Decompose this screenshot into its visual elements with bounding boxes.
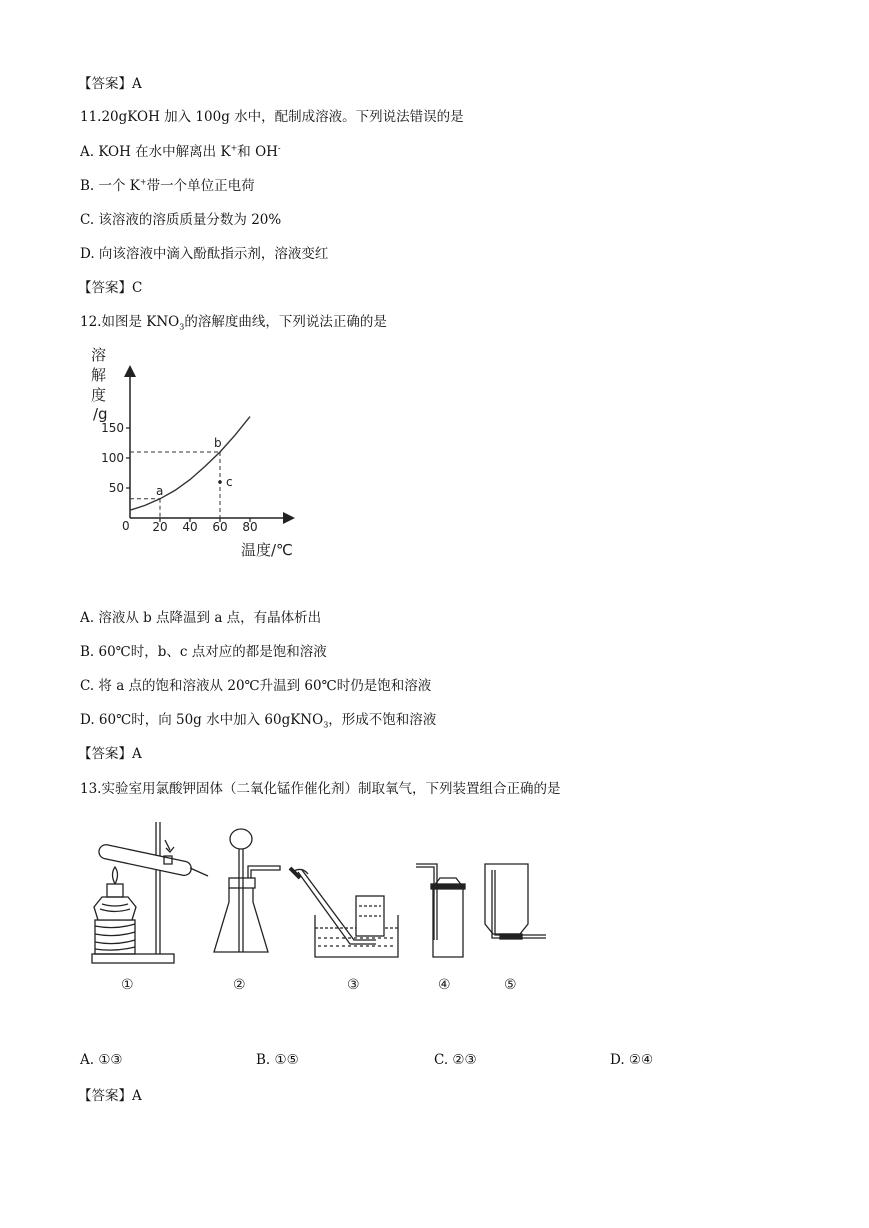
x-tick-label: 40: [182, 520, 198, 534]
question-13-stem: 13.实验室用氯酸钾固体（二氧化锰作催化剂）制取氧气，下列装置组合正确的是: [80, 781, 561, 797]
question-13-option-c: C. ②③: [434, 1052, 477, 1068]
point-label-a: a: [156, 483, 164, 498]
apparatus-label-5: ⑤: [504, 977, 517, 993]
apparatus-3-water-trough: [290, 868, 398, 957]
y-tick-label: 50: [108, 481, 124, 495]
question-12-option-d: D. 60℃时，向 50g 水中加入 60gKNO$_3$，形成不饱和溶液: [80, 712, 437, 730]
point-label-c: c: [226, 475, 233, 489]
apparatus-label-4: ④: [438, 977, 451, 993]
point-c-marker: [218, 480, 222, 484]
answer-q13: 【答案】A: [78, 1088, 142, 1104]
y-axis-label-char: 解: [91, 366, 107, 384]
apparatus-label-1: ①: [121, 977, 134, 993]
question-13-option-b: B. ①⑤: [256, 1052, 299, 1068]
question-11-option-c: C. 该溶液的溶质质量分数为 20%: [80, 212, 282, 228]
apparatus-4-gas-bottle: [416, 864, 465, 957]
question-12-option-a: A. 溶液从 b 点降温到 a 点，有晶体析出: [80, 610, 322, 626]
y-axis-label-char: 溶: [91, 346, 107, 364]
answer-q11: 【答案】C: [78, 280, 143, 296]
question-11-stem: 11.20gKOH 加入 100g 水中，配制成溶液。下列说法错误的是: [80, 109, 464, 125]
question-13-option-d: D. ②④: [610, 1052, 654, 1068]
apparatus-figure: [80, 812, 550, 1002]
apparatus-2-flask: [214, 829, 280, 952]
y-axis-label: [91, 346, 108, 423]
solubility-curve: [130, 417, 250, 511]
question-11-option-a: A. KOH 在水中解离出 K+和 OH-: [80, 143, 281, 160]
question-11-option-b: B. 一个 K+带一个单位正电荷: [80, 177, 255, 194]
apparatus-5-inverted-bottle: [485, 864, 546, 939]
question-13-options: [80, 1052, 780, 1072]
y-tick-label: 150: [101, 421, 124, 435]
x-tick-label: 20: [152, 520, 168, 534]
apparatus-label-3: ③: [347, 977, 360, 993]
point-label-b: b: [214, 436, 222, 450]
answer-q12: 【答案】A: [78, 746, 142, 762]
x-tick-label: 80: [242, 520, 258, 534]
answer-q10: 【答案】A: [78, 76, 142, 92]
question-13-option-a: A. ①③: [80, 1052, 123, 1068]
y-tick-label: 100: [101, 451, 124, 465]
apparatus-label-2: ②: [233, 977, 246, 993]
question-12-stem: 12.如图是 $KNO_3$的溶解度曲线，下列说法正确的是: [80, 314, 387, 332]
x-axis-label: 温度/℃: [241, 541, 293, 559]
question-11-option-d: D. 向该溶液中滴入酚酞指示剂，溶液变红: [80, 246, 329, 262]
apparatus-1-heating: [92, 822, 208, 963]
x-tick-label: 60: [212, 520, 228, 534]
question-12-option-c: C. 将 a 点的饱和溶液从 20℃升温到 60℃时仍是饱和溶液: [80, 678, 432, 694]
origin-label: 0: [122, 519, 130, 533]
question-12-option-b: B. 60℃时，b、c 点对应的都是饱和溶液: [80, 644, 327, 660]
solubility-chart: [80, 338, 320, 563]
y-axis-label-char: /g: [93, 405, 108, 423]
y-axis-label-char: 度: [91, 386, 107, 404]
